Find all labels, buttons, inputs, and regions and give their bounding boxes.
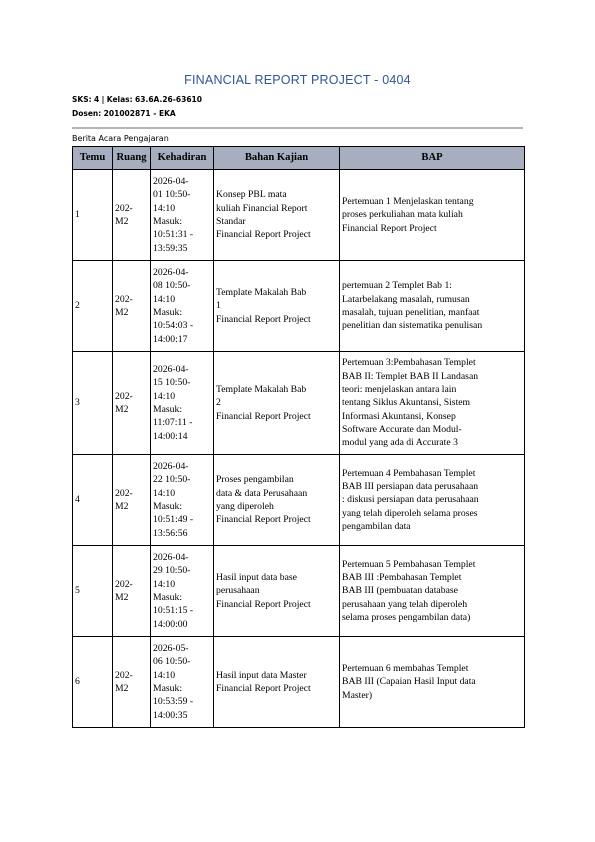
course-meta-line [72, 95, 202, 104]
cell-ruang: 202- M2 [113, 352, 151, 455]
table-row [73, 261, 525, 352]
cell-bap: pertemuan 2 Templet Bab 1: Latarbelakang masalah, rumusan masalah, tujuan penelitian, manfaat penelitian dan sistematika penulisan [340, 261, 525, 352]
table-row [73, 637, 525, 728]
kelas-value: 63.6A.26-63610 [135, 95, 202, 104]
cell-ruang: 202- M2 [113, 170, 151, 261]
cell-bahan-kajian: Konsep PBL mata kuliah Financial Report Standar Financial Report Project [214, 170, 340, 261]
sks-label: SKS: [72, 95, 92, 104]
cell-temu: 4 [73, 455, 113, 546]
header-bahan-kajian: Bahan Kajian [214, 147, 340, 170]
dosen-value: 201002871 - EKA [103, 109, 176, 118]
cell-bap: Pertemuan 3:Pembahasan Templet BAB II: Templet BAB II Landasan teori: menjelaskan antara lain tentang Siklus Akuntansi, Sistem Informasi Akuntansi, Konsep Software Accurate dan Modul- modul yang ada di Accurate 3 [340, 352, 525, 455]
cell-bahan-kajian: Hasil input data base perusahaan Financial Report Project [214, 546, 340, 637]
cell-temu: 3 [73, 352, 113, 455]
cell-bahan-kajian: Proses pengambilan data & data Perusahaan yang diperoleh Financial Report Project [214, 455, 340, 546]
attendance-table [72, 146, 525, 728]
table-row [73, 352, 525, 455]
table-header-row [73, 147, 525, 170]
header-bap: BAP [340, 147, 525, 170]
sks-value: 4 [94, 95, 100, 104]
cell-kehadiran: 2026-04- 01 10:50- 14:10 Masuk: 10:51:31 - 13:59:35 [151, 170, 214, 261]
cell-kehadiran: 2026-05- 06 10:50- 14:10 Masuk: 10:53:59 - 14:00:35 [151, 637, 214, 728]
cell-bap: Pertemuan 6 membahas Templet BAB III (Capaian Hasil Input data Master) [340, 637, 525, 728]
cell-temu: 2 [73, 261, 113, 352]
cell-kehadiran: 2026-04- 08 10:50- 14:10 Masuk: 10:54:03 - 14:00:17 [151, 261, 214, 352]
kelas-label: Kelas: [106, 95, 133, 104]
cell-ruang: 202- M2 [113, 455, 151, 546]
cell-bahan-kajian: Template Makalah Bab 2 Financial Report Project [214, 352, 340, 455]
cell-kehadiran: 2026-04- 29 10:50- 14:10 Masuk: 10:51:15 - 14:00:00 [151, 546, 214, 637]
cell-bap: Pertemuan 4 Pembahasan Templet BAB III persiapan data perusahaan : diskusi persiapan data perusahaan yang telah diperoleh selama proses pengambilan data [340, 455, 525, 546]
table-row [73, 546, 525, 637]
table-row [73, 455, 525, 546]
cell-bahan-kajian: Template Makalah Bab 1 Financial Report Project [214, 261, 340, 352]
section-title: Berita Acara Pengajaran [72, 134, 169, 143]
cell-temu: 6 [73, 637, 113, 728]
cell-temu: 1 [73, 170, 113, 261]
header-kehadiran: Kehadiran [151, 147, 214, 170]
cell-kehadiran: 2026-04- 15 10:50- 14:10 Masuk: 11:07:11 - 14:00:14 [151, 352, 214, 455]
document-title: FINANCIAL REPORT PROJECT - 0404 [184, 73, 411, 87]
table-row [73, 170, 525, 261]
cell-kehadiran: 2026-04- 22 10:50- 14:10 Masuk: 10:51:49 - 13:56:56 [151, 455, 214, 546]
cell-bap: Pertemuan 1 Menjelaskan tentang proses perkuliahan mata kuliah Financial Report Project [340, 170, 525, 261]
cell-ruang: 202- M2 [113, 637, 151, 728]
dosen-label: Dosen: [72, 109, 102, 118]
cell-temu: 5 [73, 546, 113, 637]
cell-bahan-kajian: Hasil input data Master Financial Report Project [214, 637, 340, 728]
meta-separator: | [101, 95, 105, 104]
cell-ruang: 202- M2 [113, 546, 151, 637]
lecturer-meta-line [72, 109, 176, 118]
header-temu: Temu [73, 147, 113, 170]
cell-ruang: 202- M2 [113, 261, 151, 352]
horizontal-rule [72, 127, 523, 129]
cell-bap: Pertemuan 5 Pembahasan Templet BAB III :Pembahasan Templet BAB III (pembuatan database perusahaan yang telah diperoleh selama proses pengambilan data) [340, 546, 525, 637]
header-ruang: Ruang [113, 147, 151, 170]
